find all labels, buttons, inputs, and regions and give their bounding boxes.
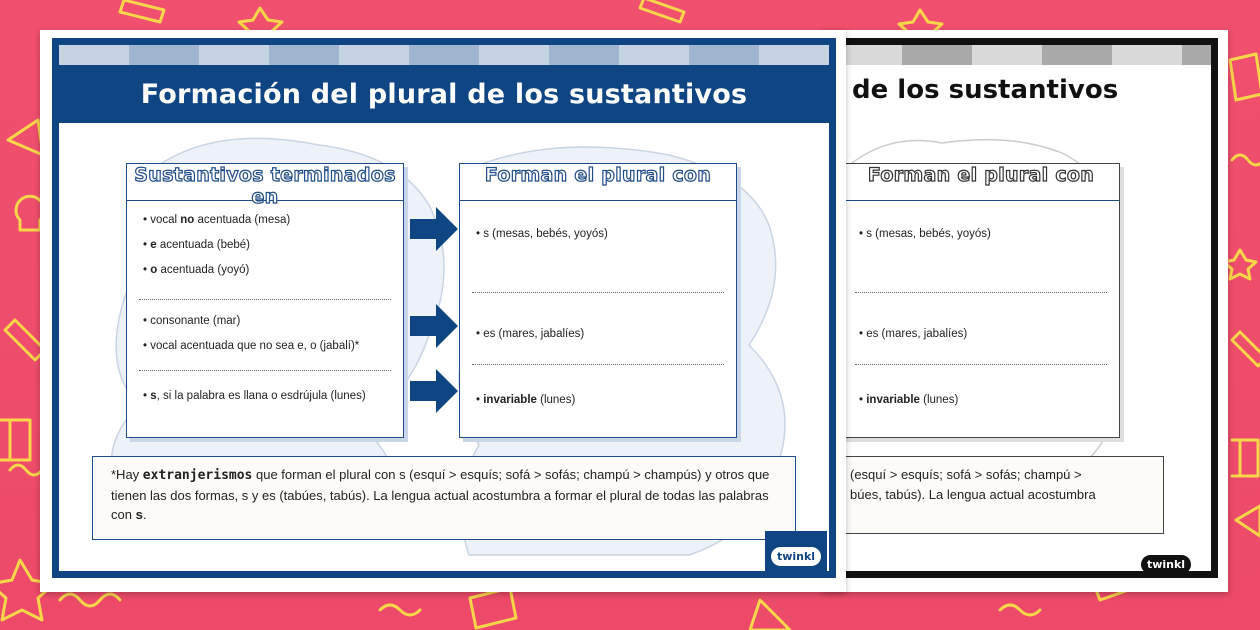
footnote-keyword: extranjerismos: [142, 468, 253, 483]
bw-title-stripe: [832, 45, 1211, 65]
book-doodle: [0, 420, 30, 460]
left-box-header: Sustantivos terminados en: [127, 164, 403, 201]
arrow-icon: [410, 367, 460, 415]
bw-right-box-header: Forman el plural con: [843, 164, 1119, 201]
footnote-text: que forman el plural con s (esquí > esquís; sofá > sofás; champú > champús) y otros que tienen las dos formas, s y es (tabúes, tabús). La lengua actual acostumbra a formar el plural de todas las palabras con: [111, 467, 770, 522]
arrow-icon: [410, 205, 460, 253]
pencil-doodle: [120, 0, 164, 22]
bw-divider: [855, 364, 1107, 365]
color-poster-frame: [52, 38, 836, 578]
left-divider-2: [139, 370, 391, 371]
squiggle-doodle: [60, 594, 120, 606]
left-item-6: • s, si la palabra es llana o esdrújula (lunes): [143, 390, 366, 402]
left-item-5: • vocal acentuada que no sea e, o (jabalí)*: [143, 340, 360, 352]
squiggle-doodle: [380, 605, 420, 615]
triangle-doodle: [1236, 506, 1260, 536]
left-item-4: • consonante (mar): [143, 315, 241, 327]
pencil-doodle: [640, 0, 684, 22]
color-poster: [40, 30, 846, 592]
triangle-doodle: [750, 600, 790, 630]
squiggle-doodle: [1000, 605, 1040, 615]
bw-footnote-line-1: (esquí > esquís; sofá > sofás; champú >: [850, 467, 1082, 482]
star-doodle: [1224, 250, 1256, 279]
right-item-1: • s (mesas, bebés, yoyós): [476, 228, 608, 240]
bw-poster: [822, 30, 1228, 592]
left-item-2: • e acentuada (bebé): [143, 239, 250, 251]
footnote-end: .: [142, 507, 147, 522]
right-divider-2: [472, 364, 724, 365]
footnote-bold-s: s: [135, 507, 143, 522]
footnote: [92, 456, 796, 540]
bw-right-item-1: • s (mesas, bebés, yoyós): [859, 228, 991, 240]
page-title: Formación del plural de los sustantivos: [140, 79, 748, 110]
bw-twinkl-logo: [1138, 541, 1194, 578]
bw-divider: [855, 292, 1107, 293]
left-box: [126, 163, 404, 438]
bw-right-box: [842, 163, 1120, 438]
book-doodle: [1232, 440, 1258, 476]
left-item-1: • vocal no acentuada (mesa): [143, 214, 291, 226]
right-item-2: • es (mares, jabalíes): [476, 328, 585, 340]
bw-logo-text: twinkl: [1141, 555, 1191, 574]
bw-footnote: [832, 456, 1164, 534]
bw-right-item-2: • es (mares, jabalíes): [859, 328, 968, 340]
logo-text: twinkl: [771, 547, 821, 566]
right-box: [459, 163, 737, 438]
book-doodle: [1230, 54, 1260, 100]
left-item-3: • o acentuada (yoyó): [143, 264, 250, 276]
bw-poster-frame: [832, 38, 1218, 578]
right-divider-1: [472, 292, 724, 293]
right-box-header: Forman el plural con: [460, 164, 736, 201]
twinkl-logo: [765, 531, 827, 578]
book-doodle: [470, 588, 516, 628]
squiggle-doodle: [1232, 155, 1260, 165]
footnote-text: *Hay: [111, 467, 143, 482]
bw-footnote-line-2: búes, tabús). La lengua actual acostumbra: [850, 486, 1096, 502]
pencil-doodle: [1232, 332, 1260, 366]
pencil-doodle: [5, 320, 45, 360]
arrow-icon: [410, 302, 460, 350]
bw-page-title: de los sustantivos: [852, 75, 1119, 105]
bw-right-item-3: • invariable (lunes): [859, 394, 959, 406]
left-divider-1: [139, 299, 391, 300]
right-item-3: • invariable (lunes): [476, 394, 576, 406]
squiggle-doodle: [10, 465, 42, 475]
title-stripe: [59, 45, 829, 65]
triangle-doodle: [8, 120, 43, 155]
